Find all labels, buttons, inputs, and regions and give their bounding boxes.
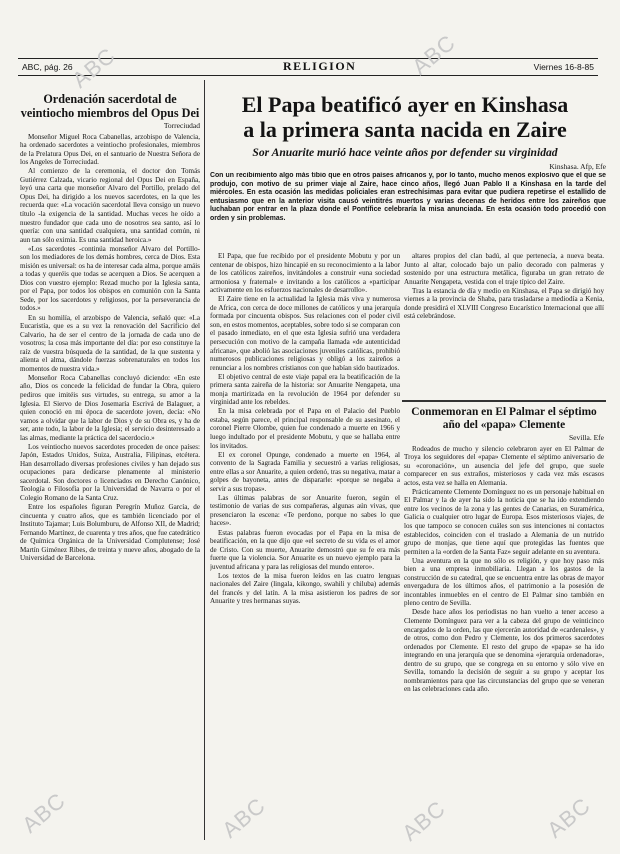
main-lead: Con un recibimiento algo más tibio que en otros países africanos y, por lo tanto, mucho menos explosivo que el que se produjo, con motivo de su primer viaje al Zaire, hace cinco años, llegó Juan Pablo II a Kinshasa en la tarde del miércoles. En esta ocasión las medidas policiales eran estrechísimas para evitar que pudiera repetirse el estallido de entusiasmo que en la anterior visita causó veintitrés muertos y varias decenas de heridos entre los zaireños que luchaban por entrar en la plaza donde el Pontífice celebraría la misa anunciada. En esta ocasión todo procedió con orden y sin problemas.	[210, 172, 606, 222]
main-headline	[205, 92, 605, 142]
issue-date: Viernes 16-8-85	[533, 62, 594, 72]
page-number: ABC, pág. 26	[22, 62, 73, 72]
paragraph: Tras la estancia de día y medio en Kinshasa, el Papa se dirigió hoy viernes a la provincia de Shaba, para trasladarse a mediodía a Kenia, donde presidirá el XLVIII Congreso Eucarístico Internacional que allí está celebrándose.	[404, 286, 604, 321]
paragraph: Rodeados de mucho y silencio celebraron ayer en El Palmar de Troya los seguidores del «papa» Clemente el séptimo aniversario de su «coronación», un ausencia del jefe del grupo, que suele comparecer en sus extraños, misteriosos y cada vez más escasos actos, esta vez se halla en Alemania.	[404, 444, 604, 487]
watermark: ABC	[407, 29, 461, 80]
paragraph: Prácticamente Clemente Domínguez no es un personaje habitual en El Palmar y la de ayer ha sido la noticia que se ha ido extendiendo entre los vecinos de la zona y las gentes de Canarias, en Suramérica, Galicia o cualquier otro lugar de Europa. Esos misteriosos viajes, de los que tampoco se conocen cuáles son sus intenciones ni contactos establecidos, coinciden con el traslado a Alemania de un nutrido grupo de monjas, que tiene aquí que protegidas las fuentes que permiten a la «orden de la Santa Faz» seguir adelante en su aventura.	[404, 487, 604, 556]
paragraph: El Zaire tiene en la actualidad la Iglesia más viva y numerosa de Africa, con cerca de doce millones de católicos y una jerarquía formada por cincuenta obispos. Sus relaciones con el poder civil son, en estos momentos, aceptables, sobre todo si se comparan con el pasado inmediato, en el que esta Iglesia sufrió una verdadera persecución con motivo de la campaña llamada «de autenticidad africana», que abolió las asociaciones juveniles católicas, prohibió numerosos publicaciones religiosas y obligó a los zaireños a renunciar a los nombres cristianos con que habían sido bautizados.	[210, 295, 400, 372]
paragraph: El Papa, que fue recibido por el presidente Mobutu y por un centenar de obispos, hizo hincapié en su reconocimiento a la labor de los católicos zaireños, invitándoles a construir «una sociedad armoniosa y fraternal» e invitando a los católicos a «participar activamente en los esfuerzos nacionales de desarrollo».	[210, 252, 400, 295]
main-byline: Kinshasa. Afp, Efe	[549, 162, 606, 171]
main-headline-line-1: El Papa beatificó ayer en Kinshasa	[241, 92, 569, 117]
paragraph: Los textos de la misa fueron leídos en las cuatro lenguas nacionales del Zaire (lingala, kikongo, swahili y chiluba) además del francés y del latín. A la misa asistieron los padres de sor Anuarite y tres hermanas suyas.	[210, 571, 400, 606]
paragraph: altares propios del clan badú, al que pertenecía, a nueva beata. Junto al altar, colocado bajo un palio decorado con palmeras y sostenido por una estructura metálica, figuraba un gran retrato de Anuarite Nengapeta, vestida con el traje típico del Zaire.	[404, 252, 604, 286]
paragraph: Estas palabras fueron evocadas por el Papa en la misa de beatificación, en la que dijo que «el secreto de su vida es el amor de Cristo. Con su muerte, Anuarite demostró que su fe era más fuerte que la violencia. Sor Anuarite es un nuevo ejemplo para la juventud africana y para las religiosas del mundo entero».	[210, 528, 400, 571]
left-article	[20, 93, 200, 838]
column-divider	[204, 80, 205, 840]
paragraph: En su homilía, el arzobispo de Valencia, señaló que: «La Eucaristía, que es a su vez la renovación del Sacrificio del Calvario, ha de ser el centro de la jornada de cada uno de vosotros; la cosa más importante del día: por eso constituye la raíz de vuestra búsqueda de la santidad, de la que sustenta y alienta el alma, dándole fuerzas sobrenaturales en todos los momentos de nuestra vida.»	[20, 313, 200, 373]
palmar-article	[404, 406, 604, 840]
paragraph: En la misa celebrada por el Papa en el Palacio del Pueblo estaba, según parece, el principal responsable de su asesinato, el coronel Pierre Olombe, quien fue condenado a muerte en 1966 y luego indultado por el presidente Mobutu, y que se hallaba entre los invitados.	[210, 407, 400, 450]
paragraph: El objetivo central de este viaje papal era la beatificación de la primera santa zaireña de la historia: sor Anuarite Nengapeta, una monja martirizada en la revolución de 1964 por defender su virginidad ante los rebeldes.	[210, 372, 400, 407]
watermark: ABC	[67, 42, 121, 93]
palmar-byline: Sevilla. Efe	[569, 433, 604, 442]
watermark: ABC	[542, 792, 596, 843]
watermark: ABC	[17, 787, 71, 838]
section-title: RELIGION	[283, 59, 357, 73]
main-article-column-1	[210, 252, 400, 840]
paragraph: Entre los españoles figuran Peregrín Muñoz García, de cincuenta y cuatro años, que es también licenciado por el Instituto Tajamar; Luis Bolumburu, de Alfonso XII, de Madrid; Fernando Martínez, de cuarenta y tres años, que fue catedrático de Química Orgánica de la Universidad Complutense; José Martín Giménez Ribes, de treinta y nueve años, abogado de la Universidad de Barcelona.	[20, 503, 200, 563]
paragraph: El ex coronel Opunge, condenado a muerte en 1964, al convento de la Sagrada Familia y secuestró a varias religiosas, entre ellas a sor Anuarite, a quien ordenó, tras su negativa, matar a golpes de bayoneta, antes de dispararle: «porque se negaba a servir a sus tropas».	[210, 450, 400, 493]
main-subheadline: Sor Anuarite murió hace veinte años por defender su virginidad	[252, 146, 558, 159]
left-article-byline: Torreciudad	[163, 121, 200, 130]
paragraph: «Los sacerdotes -continúa monseñor Alvaro del Portillo- son los mediadores de los demás hombres, cerca de Dios. Esta misión es universal: os ha de interesar cada alma, porque amáis a todas y queréis que todas se acerquen a Dios. Se acerquen a Dios con vuestro ejemplo: Rezad mucho por la Iglesia santa, por el Papa, por todos los obispos en comunión con la Santa Sede, por los sacerdotes y religiosos, por la perseverancia de todos.»	[20, 244, 200, 313]
paragraph: Desde hace años los periodistas no han vuelto a tener acceso a Clemente Domínguez para ver a la cabeza del grupo de veinticinco encargados de la orden, las que ejercerán autoridad de «cardenales», y de otros, como don Pedro y Clemente, los dos primeros sacerdotes ordenados por Clemente. El resto del grupo de «papa» se ha ido integrando en una jerarquía que se denomina «jerarquía ordenadora», dentro de su grupo, que se congrega en su entorno y sólo vive en Sevilla, tomando la decisión de seguir a su grupo y aceptar los nombramientos para que las circunstancias del grupo que se veneran en las celebraciones cada año.	[404, 608, 604, 694]
main-article-column-2	[404, 252, 604, 396]
palmar-headline: Conmemoran en El Palmar el séptimo año del «papa» Clemente	[411, 406, 597, 431]
section-divider	[402, 400, 606, 402]
paragraph: Los veintiocho nuevos sacerdotes proceden de once países: Japón, Estados Unidos, Suiza, Australia, Filipinas, etcétera. Han desarrollado diversas profesiones civiles y han dejado sus ocupaciones para dedicarse plenamente al ministerio sacerdotal. Son doctores o licenciados en Derecho Canónico, Teología o Filosofía por la Universidad de Navarra o por el Colegio Romano de la Santa Cruz.	[20, 442, 200, 503]
paragraph: Al comienzo de la ceremonia, el doctor don Tomás Gutiérrez Calzada, vicario regional del Opus Dei en España, leyó una carta que monseñor Alvaro del Portillo, prelado del Opus Dei, ha dirigido a los nuevos sacerdotes, en la que les recuerda que: «La vocación sacerdotal lleva consigo un nuevo título -la exigencia de la santidad. Muchas veces he oído a nuestro fundador que cada uno de nosotros sea santo, así lo quería: con una santidad cualquiera, una santidad común, ni aun tan sólo eximia. Es una santidad heroica.»	[20, 167, 200, 244]
paragraph: Monseñor Roca Cabanellas concluyó diciendo: «En este año, Dios os concede la felicidad de fundar la Obra, quiero pediros que imitéis sus virtudes, su entrega, su amor a la Iglesia. El Siervo de Dios Josemaría Escrivá de Balaguer, a quien conoció en mi época de sacerdote joven, decía: «No vamos a olvidar que la labor de Dios y de su Obra es, y ha de ser, ante todo, la labor de la Iglesia; el servicio desinteresado a las almas, mediante la práctica del sacerdocio.»	[20, 373, 200, 442]
paragraph: Monseñor Miguel Roca Cabanellas, arzobispo de Valencia, ha ordenado sacerdotes a veintiocho profesionales, miembros de la Prelatura Opus Dei, en el santuario de Nuestra Señora de los Angeles de Torreciudad.	[20, 132, 200, 167]
paragraph: Una aventura en la que no sólo es religión, y que hoy paso más bien a una empresa inmobiliaria. Llegan a los gastos de la construcción de su catedral, que se encuentra entre las obras de mayor envergadura de los últimos años, el patrimonio a la posesión de incontables inmuebles en el centro de El Palmar sino también en pleno centro de Sevilla.	[404, 556, 604, 608]
main-headline-line-2: a la primera santa nacida en Zaire	[243, 117, 567, 142]
watermark: ABC	[217, 792, 271, 843]
paragraph: Las últimas palabras de sor Anuarite fueron, según el testimonio de varias de sus compañeras, algunas aún vivas, que presenciaron la escena: «Te perdono, porque no sabes lo que haces».	[210, 493, 400, 528]
left-article-headline: Ordenación sacerdotal de veintiocho miembros del Opus Dei	[20, 93, 200, 120]
watermark: ABC	[397, 795, 451, 846]
